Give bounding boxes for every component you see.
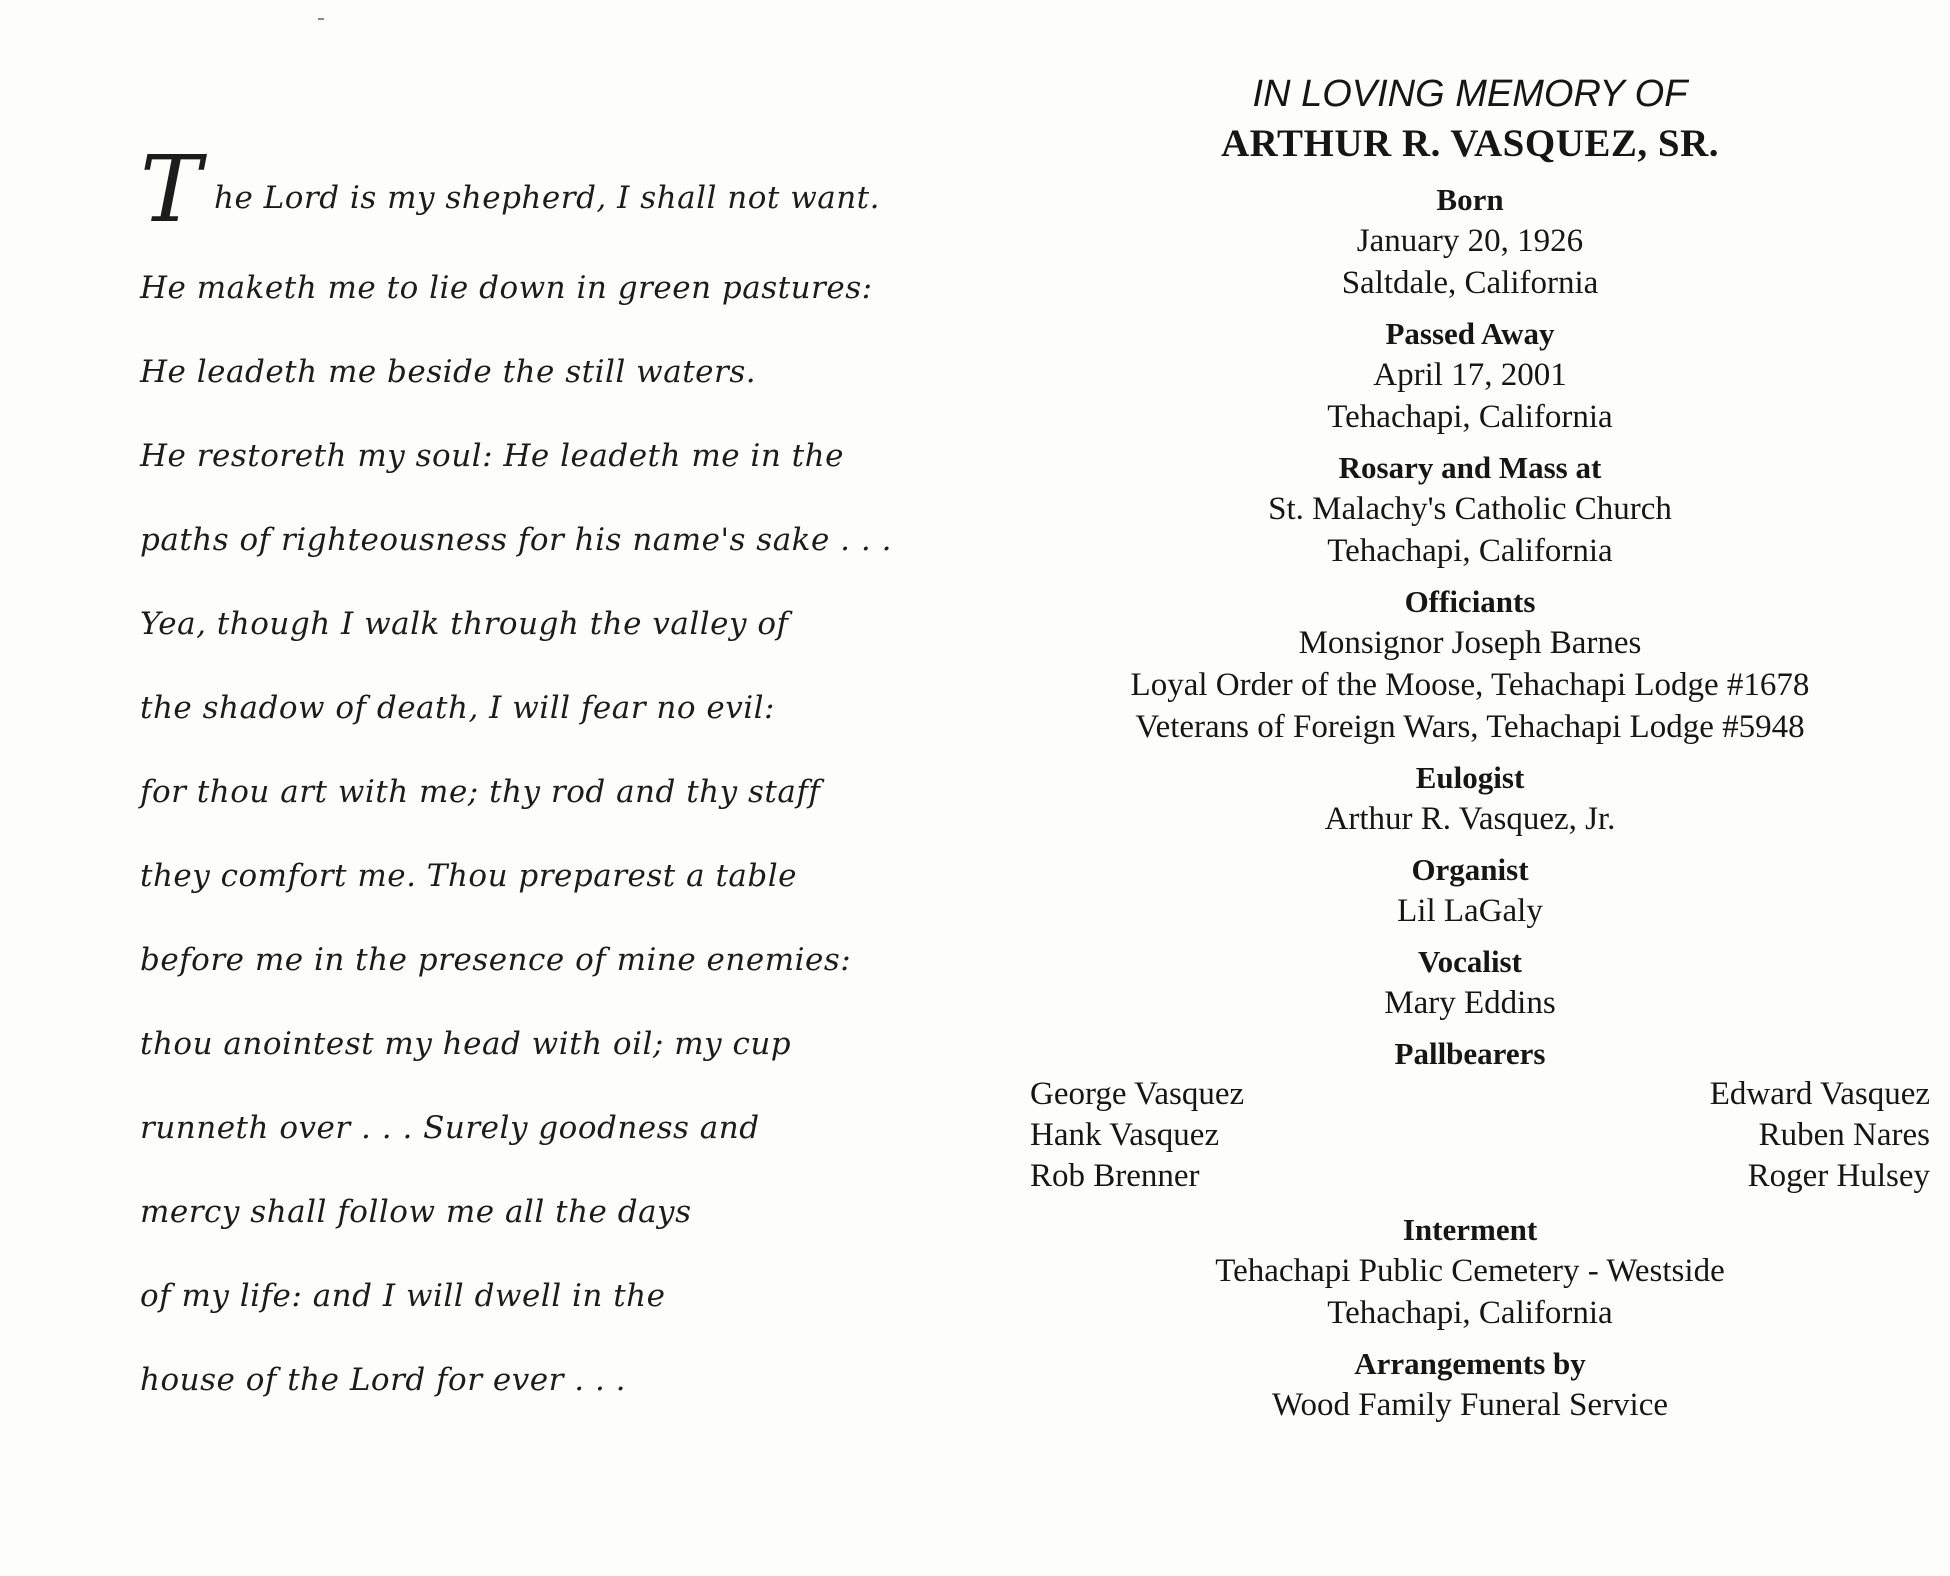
organist-heading: Organist (1411, 852, 1529, 887)
pallbearers-left-column (1030, 1074, 1244, 1197)
psalm-line: they comfort me. Thou preparest a table (140, 858, 797, 894)
passed-section (1030, 314, 1910, 438)
scan-speck (318, 18, 324, 20)
pallbearer-name: George Vasquez (1030, 1076, 1245, 1112)
arrangements-heading: Arrangements by (1354, 1346, 1586, 1381)
passed-place: Tehachapi, California (1327, 399, 1613, 435)
psalm-line: He restoreth my soul: He leadeth me in the (140, 438, 844, 474)
pallbearers-right-column (1710, 1074, 1930, 1197)
pallbearers-section (1030, 1034, 1930, 1200)
officiants-section (1030, 582, 1910, 748)
interment-heading: Interment (1402, 1212, 1538, 1247)
organist-name: Lil LaGaly (1397, 893, 1543, 929)
officiant-2: Loyal Order of the Moose, Tehachapi Lodge #1678 (1130, 667, 1810, 703)
psalm-line: paths of righteousness for his name's sake . . . (140, 522, 892, 558)
psalm-first-line-text: he Lord is my shepherd, I shall not want. (214, 180, 880, 216)
pallbearer-name: Ruben Nares (1758, 1117, 1930, 1153)
psalm-first-line (140, 136, 900, 246)
funeral-home-name: Wood Family Funeral Service (1271, 1387, 1669, 1423)
officiants-heading: Officiants (1404, 584, 1536, 619)
pallbearer-name: Hank Vasquez (1030, 1117, 1220, 1153)
pallbearer-name: Edward Vasquez (1709, 1076, 1930, 1112)
passed-heading: Passed Away (1385, 316, 1555, 351)
born-place: Saltdale, California (1341, 265, 1599, 301)
psalm-23-text (140, 136, 900, 1422)
officiant-1: Monsignor Joseph Barnes (1298, 625, 1642, 661)
memorial-title: IN LOVING MEMORY OF (1252, 73, 1688, 115)
pallbearer-name: Roger Hulsey (1747, 1158, 1930, 1194)
officiant-3: Veterans of Foreign Wars, Tehachapi Lodge #5948 (1135, 709, 1805, 745)
psalm-line: house of the Lord for ever . . . (140, 1362, 627, 1398)
eulogist-section (1030, 758, 1910, 840)
pallbearer-name: Rob Brenner (1030, 1158, 1200, 1194)
passed-date: April 17, 2001 (1373, 357, 1567, 393)
born-heading: Born (1436, 182, 1504, 217)
drop-cap: T (140, 136, 202, 243)
vocalist-name: Mary Eddins (1384, 985, 1556, 1021)
born-date: January 20, 1926 (1356, 223, 1584, 259)
rosary-church: St. Malachy's Catholic Church (1268, 491, 1672, 527)
psalm-line: of my life: and I will dwell in the (140, 1278, 666, 1314)
psalm-line: mercy shall follow me all the days (140, 1194, 692, 1230)
rosary-heading: Rosary and Mass at (1338, 450, 1602, 485)
pallbearers-heading: Pallbearers (1394, 1036, 1546, 1071)
deceased-name: ARTHUR R. VASQUEZ, SR. (1221, 122, 1719, 165)
interment-cemetery: Tehachapi Public Cemetery - Westside (1215, 1253, 1725, 1289)
eulogist-heading: Eulogist (1415, 760, 1525, 795)
interment-place: Tehachapi, California (1327, 1295, 1613, 1331)
rosary-section (1030, 448, 1910, 572)
vocalist-heading: Vocalist (1418, 944, 1522, 979)
rosary-place: Tehachapi, California (1327, 533, 1613, 569)
psalm-line: He maketh me to lie down in green pastures: (140, 270, 873, 306)
arrangements-section (1030, 1344, 1910, 1426)
psalm-line: thou anointest my head with oil; my cup (140, 1026, 792, 1062)
psalm-line: the shadow of death, I will fear no evil: (140, 690, 775, 726)
psalm-line: before me in the presence of mine enemies: (140, 942, 852, 978)
interment-section (1030, 1210, 1910, 1334)
vocalist-section (1030, 942, 1910, 1024)
psalm-line: runneth over . . . Surely goodness and (140, 1110, 760, 1146)
psalm-line: for thou art with me; thy rod and thy staff (140, 774, 821, 810)
eulogist-name: Arthur R. Vasquez, Jr. (1324, 801, 1616, 837)
pallbearers-list (1030, 1074, 1930, 1200)
organist-section (1030, 850, 1910, 932)
memorial-details (1030, 70, 1930, 1426)
psalm-line: He leadeth me beside the still waters. (140, 354, 757, 390)
psalm-line: Yea, though I walk through the valley of (140, 606, 789, 642)
born-section (1030, 180, 1910, 304)
